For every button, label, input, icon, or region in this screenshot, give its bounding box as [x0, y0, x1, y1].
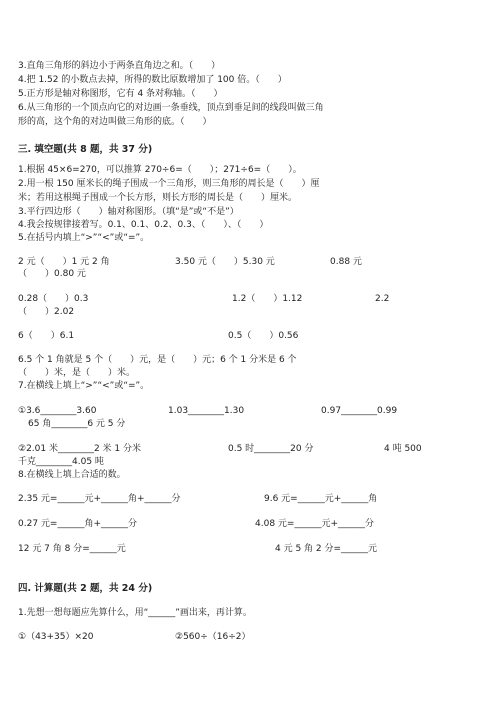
fill-question-5: 5.在括号内填上“>”“<”或“=”。: [18, 233, 150, 243]
judge-question-6-line2: 形的高，这个角的对边叫做三角形的底。（ ）: [18, 117, 212, 127]
fill-question-2-line1: 2.用一根 150 厘米长的绳子围成一个三角形，则三角形的周长是（ ）厘: [18, 179, 320, 189]
q8-item-4: 4.08 元=______元+______分: [255, 519, 374, 529]
q8-item-3: 0.27 元=______角+______分: [18, 519, 137, 529]
section-4-heading: 四. 计算题(共 2 题，共 24 分): [18, 583, 153, 594]
fill-question-1: 1.根据 45×6=270，可以推算 270÷6=（ ）；271÷6=（ ）。: [18, 165, 302, 175]
q7-item-4: 65 角________6 元 5 分: [28, 419, 126, 429]
q7-item-3: 0.97________0.99: [321, 406, 398, 416]
q8-item-6: 4 元 5 角 2 分=______元: [275, 544, 378, 554]
q7-item-7: 4 吨 500: [384, 444, 422, 454]
fill-question-3: 3.平行四边形（ ）轴对称图形。（填“是”或“不是”）: [18, 207, 239, 217]
q8-item-2: 9.6 元=______元+______角: [264, 494, 378, 504]
q5-item-3-cont: （ ）0.80 元: [18, 269, 86, 279]
q8-item-1: 2.35 元=______元+______角+______分: [18, 494, 181, 504]
fill-question-2-line2: 米；若用这根绳子围成一个长方形，则长方形的周长是（ ）厘米。: [18, 193, 298, 203]
q5-item-1: 2 元（ ）1 元 2 角: [18, 257, 110, 267]
q7-item-6: 0.5 时________20 分: [228, 444, 314, 454]
judge-question-5: 5.正方形是轴对称图形，它有 4 条对称轴。（ ）: [18, 89, 223, 99]
fill-question-8: 8.在横线上填上合适的数。: [18, 470, 126, 480]
q8-item-5: 12 元 7 角 8 分=______元: [18, 544, 126, 554]
q5-item-4: 0.28（ ）0.3: [18, 294, 89, 304]
q5-item-5: 1.2（ ）1.12: [232, 294, 303, 304]
judge-question-3: 3.直角三角形的斜边小于两条直角边之和。（ ）: [18, 61, 221, 71]
section-3-heading: 三. 填空题(共 8 题，共 37 分): [18, 144, 153, 155]
fill-question-7: 7.在横线上填上“>”“<”或“=”。: [18, 381, 150, 391]
fill-question-6-line2: （ ）米，是（ ）米。: [18, 368, 136, 378]
q7-item-5: ②2.01 米________2 米 1 分米: [18, 444, 142, 454]
q7-item-1: ①3.6________3.60: [18, 406, 97, 416]
q5-item-3: 0.88 元: [330, 257, 362, 267]
calc-expression-2: ②560÷（16÷2）: [175, 632, 251, 642]
q5-item-6-cont: （ ）2.02: [18, 307, 75, 317]
judge-question-6-line1: 6.从三角形的一个顶点向它的对边画一条垂线，顶点到垂足间的线段叫做三角: [18, 103, 324, 113]
fill-question-6-line1: 6.5 个 1 角就是 5 个（ ）元，是（ ）元；6 个 1 分米是 6 个: [18, 355, 297, 365]
q7-item-2: 1.03________1.30: [168, 406, 245, 416]
judge-question-4: 4.把 1.52 的小数点去掉，所得的数比原数增加了 100 倍。（ ）: [18, 75, 287, 85]
q7-item-7-cont: 千克________4.05 吨: [18, 457, 104, 467]
q5-item-6: 2.2: [375, 294, 390, 304]
q5-item-2: 3.50 元（ ）5.30 元: [175, 257, 275, 267]
q5-item-8: 0.5（ ）0.56: [228, 331, 299, 341]
q5-item-7: 6（ ）6.1: [18, 331, 75, 341]
calc-question-1: 1.先想一想每题应先算什么，用“______”画出来，再计算。: [18, 608, 252, 618]
calc-expression-1: ①（43+35）×20: [18, 632, 94, 642]
fill-question-4: 4.我会按规律接着写。0.1、0.1、0.2、0.3、（ ）、（ ）: [18, 220, 269, 230]
